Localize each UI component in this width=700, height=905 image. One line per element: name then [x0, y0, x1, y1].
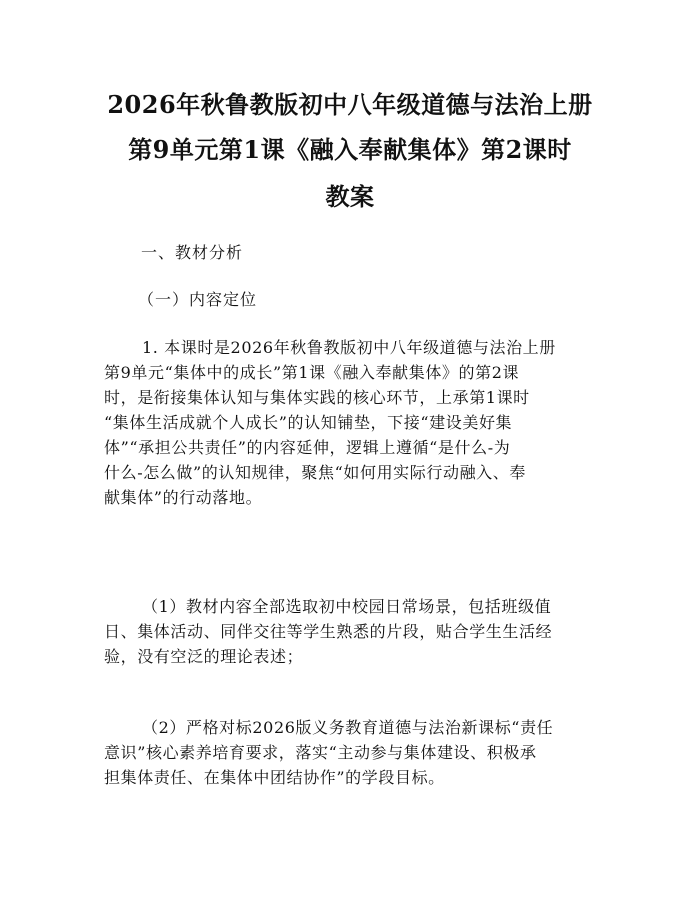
paragraph-1-line: “集体生活成就个人成长”的认知铺垫，下接“建设美好集: [104, 413, 513, 432]
title-line-1: 2026年秋鲁教版初中八年级道德与法治上册: [107, 90, 593, 119]
paragraph-2-line: （1）教材内容全部选取初中校园日常场景，包括班级值: [142, 597, 552, 616]
paragraph-1-line: 什么-怎么做”的认知规律，聚焦“如何用实际行动融入、奉: [104, 463, 526, 482]
paragraph-1: [104, 337, 604, 507]
paragraph-2: [104, 596, 604, 668]
paragraph-1-line: 献集体”的行动落地。: [104, 488, 263, 507]
section-heading: 一、教材分析: [141, 243, 244, 262]
paragraph-1-line: 体”“承担公共责任”的内容延伸，逻辑上遵循“是什么-为: [104, 438, 511, 457]
paragraph-3-line: 意识”核心素养培育要求，落实“主动参与集体建设、积极承: [104, 743, 537, 762]
title-line-2: 第9单元第1课《融入奉献集体》第2课时: [128, 135, 572, 164]
subsection-heading: （一）内容定位: [138, 290, 258, 309]
paragraph-3-line: 担集体责任、在集体中团结协作”的学段目标。: [104, 768, 445, 787]
paragraph-1-line: 第9单元“集体中的成长”第1课《融入奉献集体》的第2课: [104, 363, 520, 382]
paragraph-1-line: 1. 本课时是2026年秋鲁教版初中八年级道德与法治上册: [142, 338, 556, 357]
title-line-3: 教案: [325, 182, 375, 211]
paragraph-1-line: 时，是衔接集体认知与集体实践的核心环节，上承第1课时: [104, 388, 530, 407]
paragraph-3-line: （2）严格对标2026版义务教育道德与法治新课标“责任: [142, 718, 554, 737]
paragraph-3: [104, 717, 604, 789]
paragraph-2-line: 日、集体活动、同伴交往等学生熟悉的片段，贴合学生生活经: [104, 622, 553, 641]
paragraph-2-line: 验，没有空泛的理论表述；: [104, 647, 304, 666]
